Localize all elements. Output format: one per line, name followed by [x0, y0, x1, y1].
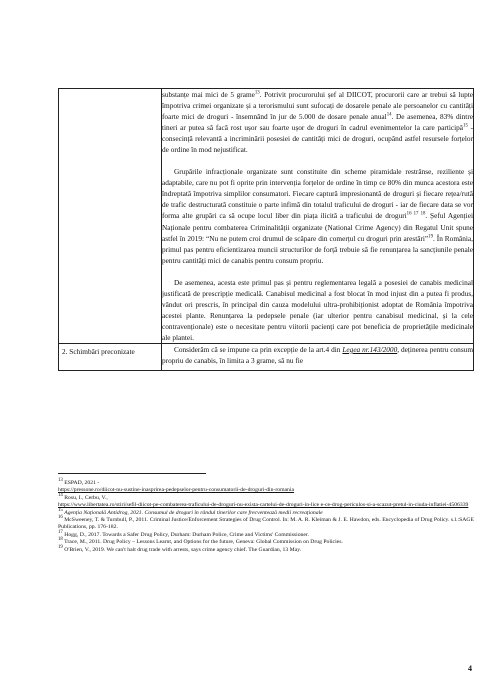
- footnote-link[interactable]: https://pressone.ro/diicot-nu-sustine-inasprirea-pedepselor-pentru-consumatorii-de-droguri-din-romania: [58, 487, 295, 494]
- row-content-cell: [162, 89, 474, 344]
- footnote: $^{13}$ ESPAD, 2021 -: [58, 478, 100, 486]
- footnote: $^{15}$ Agenția Națională Antidrog, 2021. Consumul de droguri în rândul tinerilor care frecventează medii recreaționale: [58, 507, 323, 516]
- content-table: [58, 88, 474, 371]
- footnote-link[interactable]: https://www.libertatea.ro/stiri/sefil-diicot-pe-combaterea-traficului-de-droguri-nu-exista-cartelui-de-droguri-in-lice e-ce-drog-periculos-si-a-scazut-pretul-in-ciuda-inflatiei-4506339: [58, 502, 469, 509]
- row-label-cell-empty: [59, 89, 162, 344]
- footnote: $^{16}$ McSweeney, T. & Turnbull, P., 2011. Criminal Justice/Enforcement Strategies of Drug Control. In: M. A. R. Kleiman & J. E. Hawdon, eds. Encyclopedia of Drug Policy. s.l.:SAGE Publications, pp. 176-182.: [58, 515, 474, 531]
- row-label-cell: [59, 343, 162, 370]
- footnotes: [58, 480, 476, 554]
- paragraph-2: Grupările infracționale organizate sunt constituite din scheme piramidale restrânse, reziliente și adaptabile, care nu pot fi oprite prin intervenția forțelor de ordine în timp ce 80% din munca acestora este îndreptată împotriva simplilor consumatori. Fiecare captură impresionantă de droguri și fiecare rețea/rută de trafic destructurată constituie o parte infimă din totalul traficului de droguri - iar de fiecare data se vor forma alte grupări ca să ocupe locul liber din piața ilicită a traficului de droguri$^{16 17 18}$. Șeful Agenției Naționale pentru combaterea Criminalității organizate (National Crime Agency) din Regatul Unit spune astfel în 2019: “Nu ne putem croi drumul de scăpare din comerțul cu droguri prin arestări”$^{19}$. În România, primul pas pentru eficientizarea muncii structurilor de forță trebuie să fie renunțarea la sancțiunile penale pentru cantități mici de canabis pentru consum propriu.: [162, 167, 473, 265]
- footnote: $^{18}$ Trace, M., 2011. Drug Policy – Lessons Learnt, and Options for the future, Geneva: Global Commission on Drug Policies.: [58, 537, 343, 546]
- paragraph-1: substanțe mai mici de 5 grame$^{13}$. Potrivit procurorului șef al DIICOT, procurorii care ar trebui să lupte împotriva crimei organizate și a terorismului sunt sufocați de dosarele penale ale persoanelor cu cantități foarte mici de droguri - însemnând în jur de 5.000 de dosare penale anual$^{14}$. De asemenea, 83% dintre tineri ar putea să facă rost ușor sau foarte ușor de droguri în cadrul evenimentelor la care participă$^{15}$ - consecință relevantă a incriminării posesiei de cantități mici de droguri, ocupând astfel resursele forțelor de ordine în mod nejustificat.: [162, 90, 474, 155]
- table-row: [59, 89, 474, 344]
- table-row: [59, 343, 474, 370]
- footnote: $^{17}$ Hogg, D., 2017. Towards a Safer Drug Policy, Durham: Durham Police, Crime and Victims' Commissioner.: [58, 529, 309, 538]
- footnote: $^{14}$ Rosu, I., Cerbu, V.,: [58, 492, 108, 501]
- footnote-separator: [58, 473, 206, 474]
- paragraph-4: Considerăm că se impune ca prin excepție de la art.4 din Legea nr.143/2000, deținerea pentru consum propriu de canabis, în limita a 3 grame, să nu fie: [162, 344, 473, 366]
- paragraph-3: De asemenea, acesta este primul pas și pentru reglementarea legală a posesiei de canabis medicinal justificată de prescripție medicală. Canabisul medicinal a fost blocat în mod injust din a putea fi produs, vândut ori prescris, în principal din cauza modelului ultra-prohibiționist adoptat de România împotriva acestei plante. Renunțarea la pedepsele penale (iar ulterior pentru canabisul medicinal, și la cele contravenționale) este o necesitate pentru viitorii pacienți care pot beneficia de proprietățile medicinale ale plantei.: [162, 277, 473, 342]
- footnote: $^{19}$ O'Brien, V., 2019. We can't halt drug trade with arrests, says crime agency chief. The Guardian, 13 May.: [58, 544, 302, 553]
- page-number: 4: [468, 664, 472, 673]
- row-label: 2. Schimbări preconizate: [62, 346, 135, 356]
- row-content-cell: [162, 343, 474, 370]
